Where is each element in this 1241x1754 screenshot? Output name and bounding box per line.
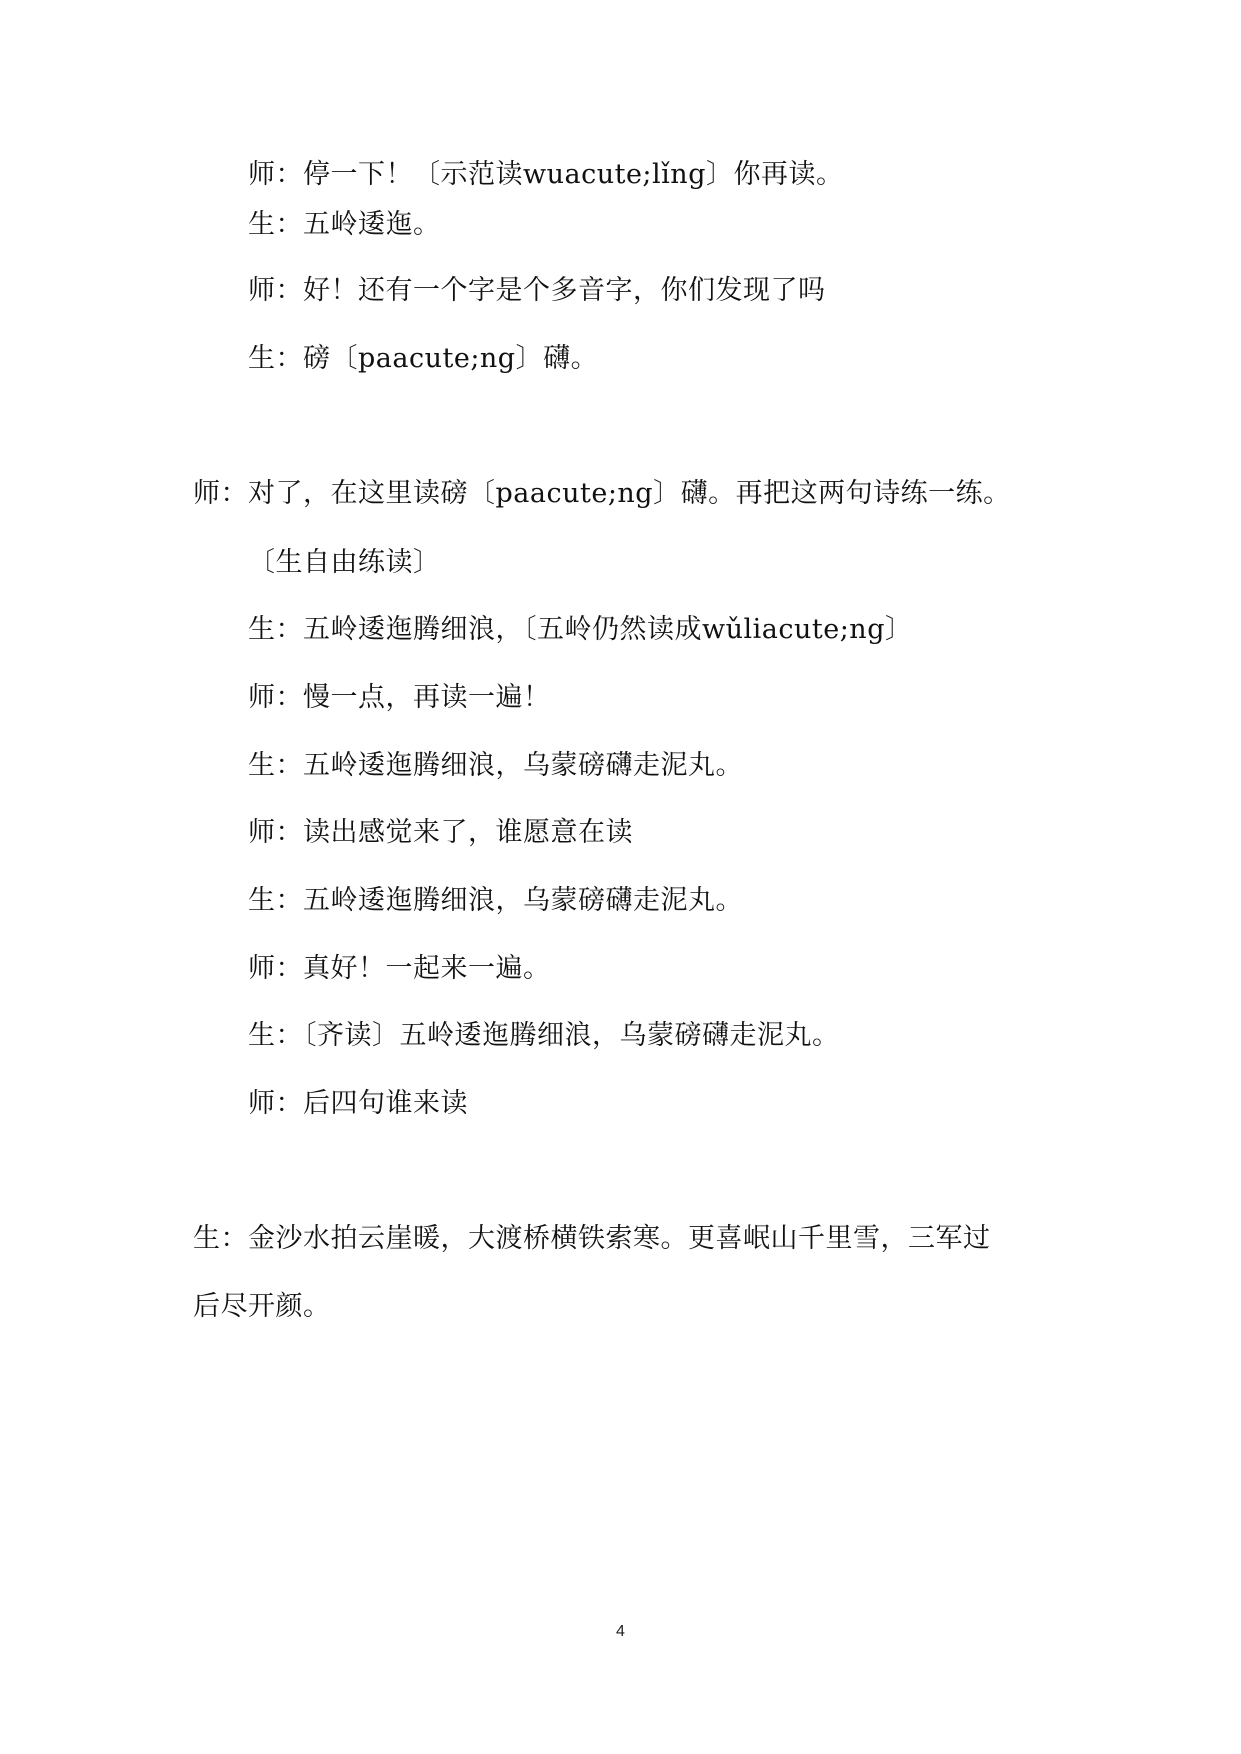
dialogue-line: 师：后四句谁来读	[248, 1088, 468, 1119]
dialogue-line: 师：好！还有一个字是个多音字，你们发现了吗	[248, 275, 826, 306]
dialogue-line: 生：五岭逶迤腾细浪，乌蒙磅礴走泥丸。	[248, 885, 743, 916]
page-number: 4	[616, 1623, 625, 1640]
dialogue-line: 师：停一下！〔示范读wuacute;lǐng〕你再读。	[248, 159, 844, 190]
dialogue-line: 生：金沙水拍云崖暖，大渡桥横铁索寒。更喜岷山千里雪，三军过	[193, 1223, 991, 1254]
dialogue-line: 师：真好！一起来一遍。	[248, 953, 551, 984]
dialogue-line-continuation: 后尽开颜。	[193, 1291, 331, 1322]
dialogue-line: 师：对了，在这里读磅〔paacute;ng〕礴。再把这两句诗练一练。	[193, 478, 1011, 509]
dialogue-line: 生：五岭逶迤腾细浪，乌蒙磅礴走泥丸。	[248, 750, 743, 781]
dialogue-line: 生：〔齐读〕五岭逶迤腾细浪，乌蒙磅礴走泥丸。	[248, 1020, 840, 1051]
dialogue-line: 生：五岭逶迤腾细浪，〔五岭仍然读成wǔliacute;ng〕	[248, 614, 913, 645]
stage-direction-line: 〔生自由练读〕	[248, 547, 441, 578]
dialogue-line: 师：读出感觉来了，谁愿意在读	[248, 817, 633, 848]
dialogue-line: 生：五岭逶迤。	[248, 209, 441, 240]
dialogue-line: 师：慢一点，再读一遍！	[248, 682, 551, 713]
dialogue-line: 生：磅〔paacute;ng〕礴。	[248, 343, 599, 374]
